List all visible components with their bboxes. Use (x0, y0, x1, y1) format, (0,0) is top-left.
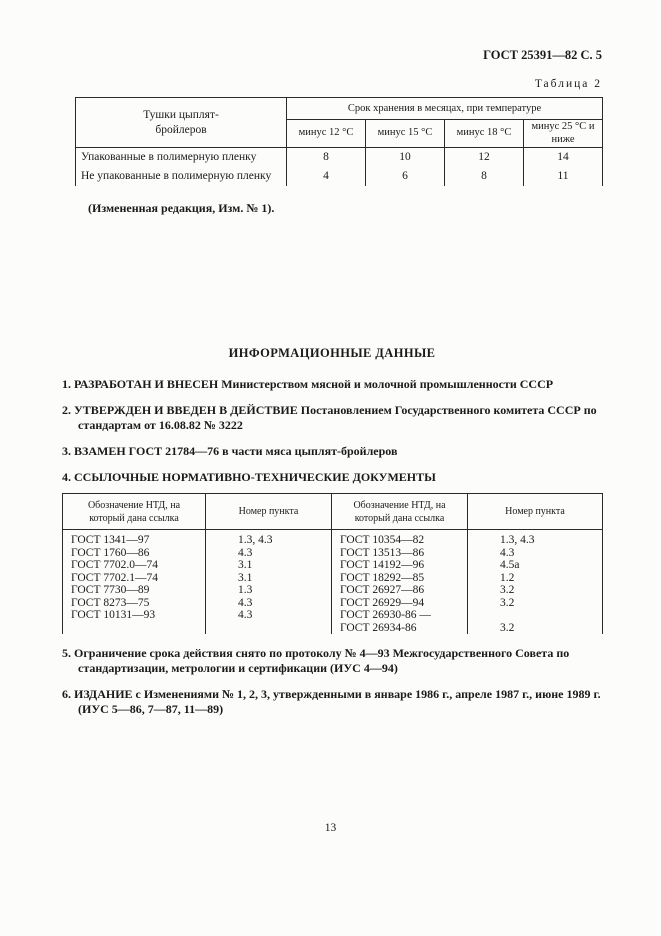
info-item-4: 4. ССЫЛОЧНЫЕ НОРМАТИВНО-ТЕХНИЧЕСКИЕ ДОКУМЕНТЫ (62, 470, 436, 485)
ref-cell: 4.3 (468, 547, 603, 560)
ref-header-clause-left: Номер пункта (206, 494, 332, 530)
ref-cell (63, 622, 206, 635)
references-row (63, 609, 603, 622)
ref-cell: ГОСТ 7702.0—74 (63, 559, 206, 572)
info-item-2: 2. УТВЕРЖДЕН И ВВЕДЕН В ДЕЙСТВИЕ Постановлением Государственного комитета СССР по стандартам от 16.08.82 № 3222 (62, 403, 597, 433)
storage-row-label: Упакованные в полимерную пленку (76, 148, 287, 168)
ref-cell: 3.1 (206, 559, 332, 572)
storage-cell: 10 (366, 148, 445, 168)
ref-cell: ГОСТ 7702.1—74 (63, 572, 206, 585)
ref-cell: ГОСТ 26927—86 (332, 584, 468, 597)
storage-stub-header (76, 98, 287, 148)
storage-table (75, 97, 603, 186)
references-row (63, 547, 603, 560)
storage-stub-header-text: Тушки цыплят-бройлеров (143, 108, 219, 136)
ref-cell: 3.2 (468, 584, 603, 597)
storage-cell: 6 (366, 167, 445, 186)
ref-cell: ГОСТ 7730—89 (63, 584, 206, 597)
storage-row-packed (76, 148, 603, 168)
page-content (62, 0, 602, 717)
ref-cell (206, 622, 332, 635)
page-number: 13 (324, 822, 337, 834)
storage-row-unpacked (76, 167, 603, 186)
ref-cell (468, 609, 603, 622)
ref-cell: 4.5а (468, 559, 603, 572)
storage-table-header-row-1 (76, 98, 603, 120)
temp-header-minus-18: минус 18 °С (445, 120, 524, 148)
ref-cell: 4.3 (206, 547, 332, 560)
storage-cell: 12 (445, 148, 524, 168)
temp-header-minus-12: минус 12 °С (287, 120, 366, 148)
ref-header-clause-right: Номер пункта (468, 494, 603, 530)
temp-header-minus-25: минус 25 °С и ниже (524, 120, 603, 148)
amendment-note: (Измененная редакция, Изм. № 1). (88, 201, 275, 216)
ref-cell: 1.2 (468, 572, 603, 585)
references-row (63, 597, 603, 610)
storage-cell: 14 (524, 148, 603, 168)
ref-cell: 4.3 (206, 609, 332, 622)
references-table (62, 493, 603, 634)
ref-cell: 3.2 (468, 597, 603, 610)
ref-cell: ГОСТ 1760—86 (63, 547, 206, 560)
storage-span-header: Срок хранения в месяцах, при температуре (287, 98, 603, 120)
ref-cell: 1.3, 4.3 (468, 530, 603, 547)
references-row (63, 530, 603, 547)
info-item-3: 3. ВЗАМЕН ГОСТ 21784—76 в части мяса цыплят-бройлеров (62, 444, 398, 459)
temp-header-minus-15: минус 15 °С (366, 120, 445, 148)
ref-cell: ГОСТ 14192—96 (332, 559, 468, 572)
ref-cell: 1.3 (206, 584, 332, 597)
info-item-6: 6. ИЗДАНИЕ с Изменениями № 1, 2, 3, утвержденными в январе 1986 г., апреле 1987 г., июне 1989 г. (ИУС 5—86, 7—87, 11—89) (62, 687, 601, 717)
references-row (63, 584, 603, 597)
storage-row-label: Не упакованные в полимерную пленку (76, 167, 287, 186)
ref-cell: ГОСТ 26930-86 — (332, 609, 468, 622)
doc-header: ГОСТ 25391—82 С. 5 (483, 48, 602, 62)
ref-cell: 3.1 (206, 572, 332, 585)
references-row (63, 572, 603, 585)
references-row (63, 622, 603, 635)
info-item-5: 5. Ограничение срока действия снято по протоколу № 4—93 Межгосударственного Совета по стандартизации, метрологии и сертификации (ИУС 4—94) (62, 646, 570, 676)
ref-cell: ГОСТ 13513—86 (332, 547, 468, 560)
ref-cell: 4.3 (206, 597, 332, 610)
ref-cell: ГОСТ 18292—85 (332, 572, 468, 585)
ref-cell: ГОСТ 1341—97 (63, 530, 206, 547)
ref-cell: ГОСТ 26929—94 (332, 597, 468, 610)
ref-cell: ГОСТ 10354—82 (332, 530, 468, 547)
ref-cell: 1.3, 4.3 (206, 530, 332, 547)
ref-cell: ГОСТ 10131—93 (63, 609, 206, 622)
info-item-1: 1. РАЗРАБОТАН И ВНЕСЕН Министерством мясной и молочной промышленности СССР (62, 377, 554, 392)
storage-cell: 8 (287, 148, 366, 168)
storage-cell: 11 (524, 167, 603, 186)
references-row (63, 559, 603, 572)
ref-cell: ГОСТ 26934-86 (332, 622, 468, 635)
ref-header-designation-left: Обозначение НТД, на который дана ссылка (63, 494, 206, 530)
ref-cell: 3.2 (468, 622, 603, 635)
storage-cell: 8 (445, 167, 524, 186)
storage-cell: 4 (287, 167, 366, 186)
table-2-caption: Таблица 2 (534, 78, 602, 90)
references-header-row (63, 494, 603, 530)
ref-header-designation-right: Обозначение НТД, на который дана ссылка (332, 494, 468, 530)
info-data-title: ИНФОРМАЦИОННЫЕ ДАННЫЕ (228, 346, 436, 361)
ref-cell: ГОСТ 8273—75 (63, 597, 206, 610)
